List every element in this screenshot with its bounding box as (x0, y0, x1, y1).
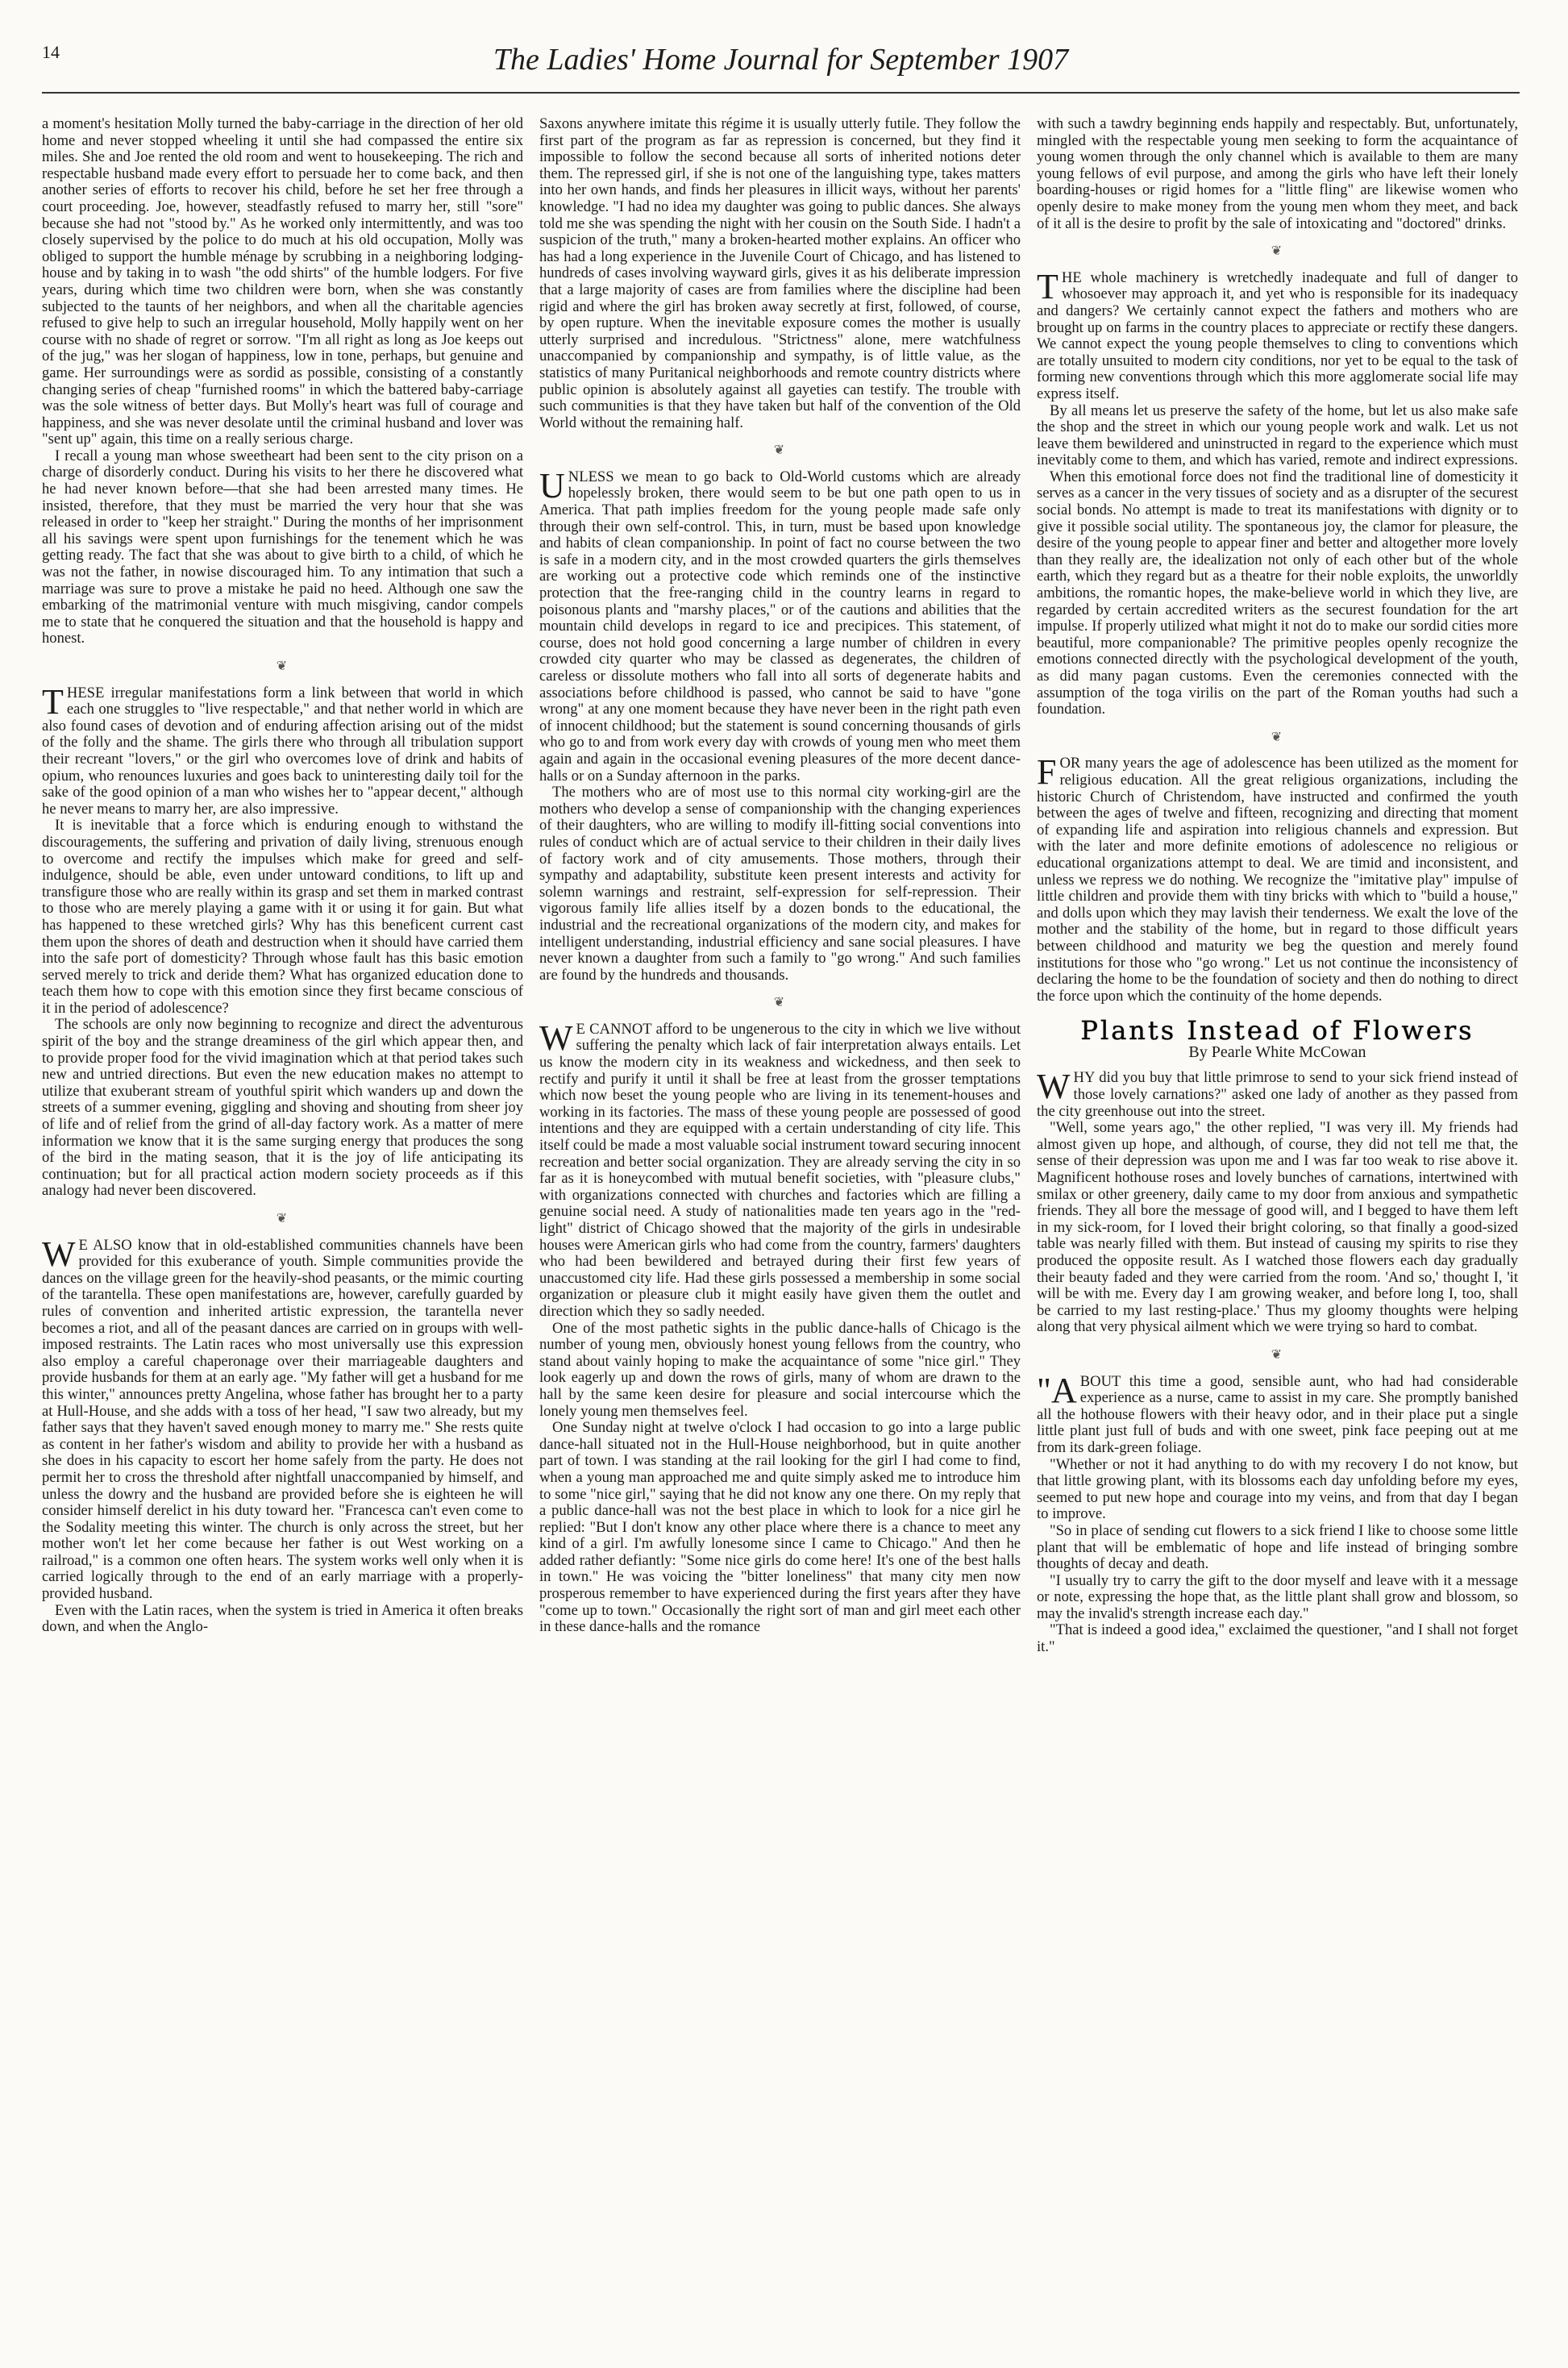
column-1 (42, 116, 523, 2358)
paragraph: a moment's hesitation Molly turned the baby-carriage in the direction of her old home and never stopped wheeling it until she had compassed the entire six miles. She and Joe rented the old room and went to housekeeping. The rich and respectable husband made every effort to persuade her to come back, and then another series of efforts to recover his child, before he set her free through a court proceeding. Joe, however, steadfastly refused to marry her, still "sore" because she had not "stood by." As he worked only intermittently, and was too closely supervised by the police to do much at his old occupation, Molly was obliged to support the humble ménage by scrubbing in a neighboring lodging-house and by taking in to wash "the odd shirts" of the humble lodgers. For five years, during which time two children were born, when she was constantly subjected to the taunts of her neighbors, and when all the charitable agencies refused to give help to such an irregular household, Molly happily went on her course with no shade of regret or sorrow. "I'm all right as long as Joe keeps out of the jug," was her slogan of happiness, low in tone, perhaps, but genuine and game. Her surroundings were as sordid as possible, consisting of a constantly changing series of cheap "furnished rooms" in which the battered baby-carriage was the sole witness of better days. But Molly's heart was full of courage and happiness, and she was never desolate until the criminal husband and lover was "sent up" again, this time on a really serious charge. (42, 116, 523, 448)
story-byline: By Pearle White McCowan (1188, 1043, 1366, 1061)
section-divider-icon: ❦ (1271, 1347, 1284, 1362)
paragraph: WE ALSO know that in old-established communities channels have been provided for this exuberance of youth. Simple communities provide the dances on the village green for the heavily-shod peasants, or the mimic courting of the tarantella. These open manifestations are, however, carefully guarded by rules of convention and inherited artistic expression, the tarantella never becomes a riot, and all of the peasant dances are carried on in groups with well-imposed restraints. The Latin races who most universally use this expression also employ a careful chaperonage over their marriageable daughters and provide husbands for them at an early age. "My father will get a husband for me this winter," announces pretty Angelina, whose father has brought her to a party at Hull-House, and she adds with a toss of her head, "I saw two already, but my father says that they haven't saved enough money to marry me." She rests quite as content in her father's wisdom and ability to provide her with a husband as she does in his capacity to escort her home safely from the party. He does not permit her to cross the threshold after nightfall unaccompanied by himself, and unless the dowry and the husband are provided before she is eighteen he will consider himself derelict in his duty toward her. "Francesca can't even come to the Sodality meeting this winter. The church is only across the street, but her mother won't let her come because her father is out West working on a railroad," is a common one often hears. The system works well only when it is carried logically through to the end of an early marriage with a properly-provided husband. (42, 1234, 523, 1603)
paragraph: The mothers who are of most use to this normal city working-girl are the mothers who develop a sense of companionship with the changing experiences of their daughters, who are willing to modify ill-fitting social conventions into rules of conduct which are of actual service to their children in their daily lives of factory work and of city amusements. Those mothers, through their sympathy and adaptability, substitute keen present interests and activity for solemn warnings and restraint, self-expression for self-repression. Their vigorous family life allies itself by a dozen bonds to the educational, the industrial and the recreational organizations of the modern city, and makes for intelligent understanding, industrial efficiency and sane social pleasures. I have never known a daughter from such a family to "go wrong." And such families are found by the hundreds and thousands. (539, 784, 1021, 984)
paragraph: "Well, some years ago," the other replied, "I was very ill. My friends had almost given up hope, and although, of course, they did not tell me that, the sense of their depression was upon me and I was far too weak to rise above it. Magnificent hothouse roses and lovely bunches of carnations, intertwined with smilax or other greenery, daily came to my door from anxious and sympathetic friends. They all bore the message of good will, and I begged to have them left in my sick-room, for I loved their bright coloring, so that finally a good-sized table was nearly filled with them. But instead of causing my spirits to rise they produced the opposite result. As I watched those flowers each day gradually their beauty faded and they were carried from the room. 'And so,' thought I, 'it will be with me. Every day I am growing weaker, and before long I, too, shall be carried to my last resting-place.' Thus my gloomy thoughts were helping along that very physical ailment which we were trying so hard to combat. (1037, 1119, 1518, 1336)
paragraph: It is inevitable that a force which is enduring enough to withstand the discouragements, the suffering and privation of daily living, strenuous enough to overcome and rectify the impulses which make for greed and self-indulgence, should be able, even under untoward conditions, to lift up and transfigure those who are really within its grasp and set them in marked contrast to those who are merely playing a game with it or using it for gain. But what has happened to these wretched girls? Why has this beneficent current cast them upon the shores of death and destruction when it should have carried them into the safe port of domesticity? Through whose fault has this basic emotion served merely to trick and deride them? What has organized education done to teach them how to cope with this emotion since they first became conscious of it in the period of adolescence? (42, 817, 523, 1017)
paragraph: WHY did you buy that little primrose to send to your sick friend instead of those lovely carnations?" asked one lady of another as they passed from the city greenhouse out into the street. (1037, 1067, 1518, 1120)
section-divider-icon: ❦ (1271, 244, 1284, 259)
paragraph: "ABOUT this time a good, sensible aunt, who had had considerable experience as a nurse, came to assist in my care. She promptly banished all the hothouse flowers with their heavy odor, and in their place put a single little plant just full of buds and with one sweet, pink face peeping out at me from its dark-green foliage. (1037, 1370, 1518, 1456)
paragraph: "So in place of sending cut flowers to a sick friend I like to choose some little plant that will be emblematic of hope and life instead of bringing sombre thoughts of decay and death. (1037, 1521, 1518, 1573)
paragraph: "Whether or not it had anything to do with my recovery I do not know, but that little growing plant, with its blossoms each day unfolding before my eyes, seemed to put new hope and courage into my veins, and from that day I began to improve. (1037, 1455, 1518, 1523)
paragraph: The schools are only now beginning to recognize and direct the adventurous spirit of the boy and the strange dreaminess of the girl which appear then, and to provide proper food for the vivid imagination which at that period takes such new and untried directions. But even the new education makes no attempt to utilize that exuberant stream of youthful spirit which wanders up and down the streets of a summer evening, giggling and shoving and shouting from sheer joy of life and of relief from the grind of all-day factory work. As a matter of mere information we know that it is the same surging energy that produces the song of the bird in the mating season, that it is the joy of life anticipating its continuation; but for all practical action modern society proceeds as if this analogy had never been discovered. (42, 1016, 523, 1200)
paragraph: THE whole machinery is wretchedly inadequate and full of danger to whosoever may approach it, and yet who is responsible for its inadequacy and dangers? We certainly cannot expect the fathers and mothers who are brought up on farms in the country places to appreciate or rectify these dangers. We cannot expect the young people themselves to cling to conventions which are totally unsuited to modern city conditions, nor yet to be equal to the task of forming new conventions through which this more agglomerate social life may express itself. (1037, 266, 1518, 402)
header-rule (42, 92, 1520, 94)
paragraph: When this emotional force does not find the traditional line of domesticity it serves as a cancer in the very tissues of society and as a disrupter of the securest social bonds. No attempt is made to treat its manifestations with dignity or to give it possible social utility. The spontaneous joy, the clamor for pleasure, the desire of the young people to appear finer and better and altogether more lovely than they really are, the idealization not only of each other but of the whole earth, which they regard but as a theatre for their noble exploits, the unworldly ambitions, the romantic hopes, the make-believe world in which they live, are regarded by certain accredited writers as the securest foundation for the art impulse. If properly utilized what might it not do to make our sordid cities more beautiful, more companionable? The primitive peoples openly recognize the emotions connected directly with the psychological development of the youth, as did many pagan customs. Even the ceremonies connected with the assumption of the toga virilis on the part of the Roman youths had such a foundation. (1037, 468, 1518, 718)
section-divider-icon: ❦ (276, 1212, 289, 1226)
paragraph: UNLESS we mean to go back to Old-World customs which are already hopelessly broken, there would seem to be but one path open to us in America. That path implies freedom for the young people made safe only through their own self-control. This, in turn, must be based upon knowledge and habits of clean companionship. In point of fact no course between the two is safe in a modern city, and in the most crowded quarters the girls themselves are working out a protective code which reminds one of the instinctive protection that the free-ranging child in the country learns in regard to poisonous plants and "marshy places," or of the cautions and abilities that the mountain child develops in regard to ice and precipices. This statement, of course, does not hold good concerning a large number of children in every crowded city quarter who may be classed as degenerates, the children of careless or dissolute mothers who fall into all sorts of degenerate habits and associations before childhood is passed, who cannot be said to have "gone wrong" at any one moment because they have never been in the right path even of innocent childhood; but the statement is sound concerning thousands of girls who go to and from work every day with crowds of young men who meet them again and again in the occasional evening pleasures of the more decent dance-halls or on a Sunday afternoon in the parks. (539, 465, 1021, 784)
paragraph: One Sunday night at twelve o'clock I had occasion to go into a large public dance-hall situated not in the Hull-House neighborhood, but in quite another part of town. I was standing at the rail looking for the girl I had come to find, when a young man approached me and quite simply asked me to introduce him to some "nice girl," saying that he did not know any one there. On my reply that a public dance-hall was not the best place in which to look for a nice girl he replied: "But I don't know any other place where there is a chance to meet any kind of a girl. I'm awfully lonesome since I came to Chicago." And then he added rather defiantly: "Some nice girls do come here! It's one of the best halls in town." He was voicing the "bitter loneliness" that many city men now prosperous remember to have experienced during the first years after they have "come up to town." Occasionally the right sort of man and girl meet each other in these dance-halls and the romance (539, 1419, 1021, 1636)
paragraph: "That is indeed a good idea," exclaimed the questioner, "and I shall not forget it." (1037, 1621, 1518, 1656)
paragraph: One of the most pathetic sights in the public dance-halls of Chicago is the number of young men, obviously honest young fellows from the country, who stand about vainly hoping to make the acquaintance of some "nice girl." They look eagerly up and down the rows of girls, many of whom are drawn to the hall by the same keen desire for pleasure and social intercourse which the lonely young men themselves feel. (539, 1319, 1021, 1420)
page-header (42, 42, 1520, 89)
section-divider-icon: ❦ (276, 660, 289, 673)
section-divider-icon: ❦ (773, 996, 787, 1010)
paragraph: FOR many years the age of adolescence has been utilized as the moment for religious education. All the great religious organizations, including the historic Church of Christendom, have instructed and confirmed the youth between the ages of twelve and fifteen, recognizing and directing that moment of expanding life and aspiration into religious channels and expression. But with the later and more definite emotions of adolescence no religious or educational organizations attempt to deal. We are timid and inconsistent, and unless we repress we do nothing. We recognize the "imitative play" impulse of little children and provide them with tiny bricks with which to "build a house," and dolls upon which they may lavish their tenderness. We exalt the love of the mother and the stability of the home, but in regard to those difficult years between childhood and maturity we beg the question and merely found institutions for those who "go wrong." Let us not continue the inconsistency of declaring the home to be the foundation of society and then do nothing to direct the force upon which the continuity of the home depends. (1037, 752, 1518, 1005)
article-columns (42, 116, 1520, 2358)
paragraph: By all means let us preserve the safety of the home, but let us also make safe the shop and the street in which our young people work and walk. Let us not leave them bewildered and uninstructed in regard to the experience which must inevitably come to them, and which has varied, remote and indirect expressions. (1037, 402, 1518, 469)
page (42, 42, 1520, 1656)
section-divider-icon: ❦ (773, 443, 787, 458)
column-3 (1037, 116, 1518, 2358)
paragraph: Even with the Latin races, when the system is tried in America it often breaks down, and when the Anglo- (42, 1601, 523, 1636)
paragraph: I recall a young man whose sweetheart had been sent to the city prison on a charge of disorderly conduct. During his visits to her there he discovered what he had never known before—that she had been arrested many times. He insisted, therefore, that they must be married the very hour that she was released in order to "keep her straight." During the months of her imprisonment all his savings were spent upon furnishings for the tenement which he was getting ready. The fact that she was about to give birth to a child, of which he was not the father, in nowise discouraged him. To any intimation that such a marriage was sure to prove a mistake he paid no heed. Although one saw the embarking of the matrimonial venture with much misgiving, candor compels me to state that he conquered the situation and that the household is happy and honest. (42, 447, 523, 647)
page-number: 14 (42, 42, 60, 62)
paragraph: THESE irregular manifestations form a link between that world in which each one struggles to "live respectable," and that nether world in which are also found cases of devotion and of enduring affection arising out of the midst of the folly and the shame. The girls there who through all tribulation support their recreant "lovers," or the girl who overcomes love of drink and habits of opium, who renounces luxuries and goes back to uninteresting daily toil for the sake of the good opinion of a man who wishes her to "appear decent," although he never means to marry her, are also impressive. (42, 681, 523, 818)
section-divider-icon: ❦ (1271, 730, 1284, 744)
running-head: The Ladies' Home Journal for September 1907 (493, 43, 1069, 77)
paragraph: WE CANNOT afford to be ungenerous to the city in which we live without suffering the penalty which lack of fair interpretation always entails. Let us know the modern city in its weakness and wickedness, and then seek to rectify and purify it until it shall be free at least from the grosser temptations which now beset the young people who are living in its tenement-houses and working in its factories. The mass of these young people are possessed of good intentions and they are equipped with a certain understanding of city life. This itself could be made a most valuable social instrument toward securing innocent recreation and better social organization. They are already serving the city in so far as it is honeycombed with mutual benefit societies, with "pleasure clubs," with organizations connected with churches and factories which are filling a genuine social need. A study of nationalities made ten years ago in the "red-light" district of Chicago showed that the majority of the girls in undesirable houses were American girls who had come from the country, farmers' daughters who had been bewildered and betrayed during their first few years of unaccustomed city life. Had these girls possessed a membership in some social organization or pleasure club it might easily have given them the outlet and direction which they so sadly needed. (539, 1018, 1021, 1320)
paragraph: "I usually try to carry the gift to the door myself and leave with it a message or note, expressing the hope that, as the little plant shall grow and blossom, so may the invalid's strength increase each day." (1037, 1571, 1518, 1622)
column-2 (539, 116, 1021, 2358)
paragraph: with such a tawdry beginning ends happily and respectably. But, unfortunately, mingled with the respectable young men seeking to form the acquaintance of young women through the only channel which is available to them are many young fellows of evil purpose, and among the girls who have left their lonely boarding-houses or rigid homes for a "little fling" are likewise women who openly desire to make money from the young men whom they meet, and back of it all is the desire to profit by the sale of intoxicating and "doctored" drinks. (1037, 116, 1518, 232)
paragraph: Saxons anywhere imitate this régime it is usually utterly futile. They follow the first part of the program as far as repression is concerned, but they find it impossible to follow the second because all sorts of inherited notions deter them. The repressed girl, if she is not one of the languishing type, takes matters into her own hands, and finds her pleasures in illicit ways, without her parents' knowledge. "I had no idea my daughter was going to public dances. She always told me she was spending the night with her cousin on the South Side. I hadn't a suspicion of the truth," many a broken-hearted mother explains. An officer who has had a long experience in the Juvenile Court of Chicago, and has listened to hundreds of cases involving wayward girls, gives it as his deliberate impression that a large majority of cases are from families where the discipline had been rigid and where the girl has broken away secretly at first, followed, of course, by open rupture. When the inevitable exposure comes the mother is usually utterly surprised and incredulous. "Strictness" alone, mere watchfulness unaccompanied by companionship and sympathy, is of little value, as the statistics of many Puritanical neighborhoods and remote country districts where public opinion is absolutely against all gayeties can testify. The trouble with such communities is that they have taken but half of the convention of the Old World without the remaining half. (539, 116, 1021, 431)
story-title: Plants Instead of Flowers (1080, 1015, 1474, 1047)
